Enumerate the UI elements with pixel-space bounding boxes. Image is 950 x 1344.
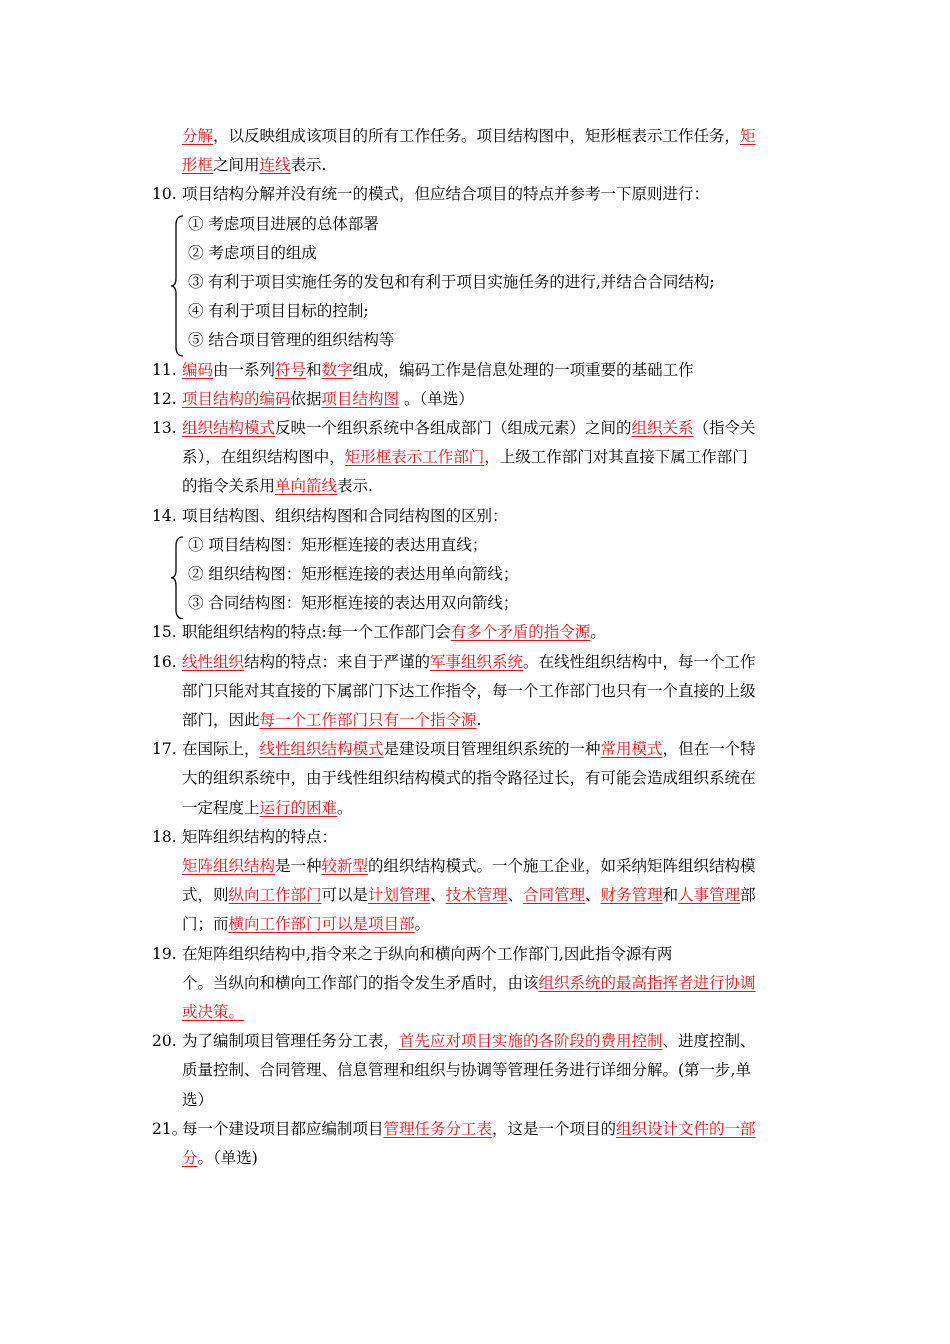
- item-number: 11.: [152, 360, 177, 379]
- item-number: 21。: [152, 1119, 188, 1138]
- text-run: 、: [585, 886, 601, 905]
- highlighted-term: 纵向工作部门: [228, 886, 322, 905]
- text-run: 。: [337, 798, 353, 817]
- text-line: [182, 475, 373, 497]
- text-run: 矩阵组织结构的特点：: [182, 827, 338, 846]
- text-run: 的指令关系用: [182, 477, 276, 496]
- text-run: 在矩阵组织结构中,指令来之于纵向和横向两个工作部门,因此指令源有两: [182, 944, 673, 963]
- text-run: ，但在一个特: [662, 740, 756, 759]
- highlighted-term: 或决策。: [182, 1003, 245, 1021]
- text-line: [182, 154, 326, 176]
- text-line: [182, 1089, 213, 1111]
- sub-list-item: [188, 300, 369, 322]
- text-run: 。在线性组织结构中，每一个工作: [523, 652, 756, 671]
- highlighted-term: 矩: [740, 127, 756, 145]
- text-line: [182, 651, 756, 673]
- text-line: [182, 1059, 751, 1081]
- text-line: [182, 1147, 258, 1169]
- text-run: ，这是一个项目的: [492, 1119, 617, 1138]
- highlighted-term: 形框: [182, 156, 214, 175]
- sub-list-item: [188, 534, 487, 556]
- text-run: 一定程度上: [182, 798, 260, 817]
- curly-brace: [170, 536, 182, 620]
- highlighted-term: 财务管理: [600, 886, 663, 905]
- text-run: 大的组织系统中，由于线性组织结构模式的指令路径过长，有可能会造成组织系统在: [182, 769, 756, 788]
- text-run: ① 项目结构图：矩形框连接的表达用直线；: [188, 535, 488, 554]
- item-number: 15.: [152, 623, 177, 642]
- text-run: 组成，编码工作是信息处理的一项重要的基础工作: [352, 360, 694, 379]
- sub-list-item: [188, 329, 394, 351]
- text-run: 和: [662, 886, 679, 905]
- highlighted-term: 首先应对项目实施的各阶段的费用控制: [399, 1032, 663, 1051]
- item-number: 18.: [152, 827, 177, 846]
- text-run: 职能组织结构的特点:每一个工作部门会: [182, 623, 451, 642]
- item-number: 17.: [152, 740, 177, 759]
- text-line: [182, 359, 694, 381]
- text-line: [182, 1030, 756, 1052]
- text-run: 和: [306, 360, 322, 379]
- text-line: [182, 913, 430, 935]
- text-line: [182, 125, 756, 147]
- text-run: ③ 有利于项目实施任务的发包和有利于项目实施任务的进行,并结合合同结构;: [188, 273, 715, 291]
- text-line: [182, 388, 474, 410]
- text-run: ，上级工作部门对其直接下属工作部门: [484, 448, 748, 467]
- text-run: ② 组织结构图：矩形框连接的表达用单向箭线；: [188, 565, 519, 583]
- text-run: 。（单选): [197, 1149, 258, 1167]
- text-line: [182, 680, 756, 702]
- highlighted-term: 矩阵组织结构: [182, 857, 276, 875]
- text-run: 由一系列: [213, 360, 276, 379]
- sub-list-item: [188, 213, 379, 235]
- text-run: 质量控制、合同管理、信息管理和组织与协调等管理任务进行详细分解。(第一步,单: [182, 1061, 751, 1080]
- text-run: 式，则: [182, 886, 229, 905]
- text-run: ③ 合同结构图：矩形框连接的表达用双向箭线；: [188, 594, 519, 613]
- highlighted-term: 组织关系: [631, 419, 694, 437]
- text-run: 的组织结构模式。一个施工企业，如采纳矩阵组织结构模: [368, 857, 756, 875]
- text-run: 之间用: [213, 156, 260, 175]
- highlighted-term: 常用模式: [600, 740, 663, 759]
- text-run: 。: [414, 915, 431, 934]
- text-line: [182, 1001, 244, 1023]
- highlighted-term: 人事管理: [678, 886, 741, 905]
- highlighted-term: 项目结构的编码: [182, 389, 291, 408]
- item-number: 19.: [152, 944, 177, 963]
- text-line: [182, 621, 606, 643]
- text-run: 。: [590, 623, 606, 642]
- text-run: 部: [740, 886, 756, 905]
- text-run: 项目结构分解并没有统一的模式，但应结合项目的特点并参考一下原则进行：: [182, 185, 710, 204]
- highlighted-term: 计划管理: [368, 886, 431, 905]
- text-run: 、: [430, 886, 446, 905]
- highlighted-term: 组织结构模式: [182, 419, 276, 437]
- text-run: 部门，因此: [182, 711, 260, 729]
- text-line: [182, 972, 756, 994]
- highlighted-term: 技术管理: [445, 886, 508, 905]
- text-run: ⑤ 结合项目管理的组织结构等: [188, 331, 395, 350]
- text-run: 可以是: [321, 886, 369, 905]
- text-run: ① 考虑项目进展的总体部署: [188, 214, 379, 233]
- highlighted-term: 单向箭线: [275, 477, 338, 496]
- highlighted-term: 横向工作部门可以是项目部: [228, 915, 415, 934]
- text-run: 选）: [182, 1090, 214, 1109]
- highlighted-term: 较新型: [321, 857, 369, 875]
- text-line: [182, 417, 756, 439]
- text-run: 系），在组织结构图中，: [182, 448, 345, 467]
- text-line: [182, 709, 481, 731]
- text-run: 为了编制项目管理任务分工表，: [182, 1032, 400, 1051]
- highlighted-term: 运行的困难: [259, 798, 338, 817]
- highlighted-term: 线性组织结构模式: [259, 740, 384, 759]
- text-line: [182, 884, 756, 906]
- text-run: 是一种: [275, 857, 322, 875]
- text-run: 每一个建设项目都应编制项目: [182, 1119, 384, 1138]
- text-run: 部门只能对其直接的下属部门下达工作指令，每一个工作部门也只有一个直接的上级: [182, 681, 756, 700]
- text-run: ，以反映组成该项目的所有工作任务。项目结构图中，矩形框表示工作任务，: [213, 127, 741, 145]
- curly-brace: [170, 215, 182, 357]
- text-run: 个。当纵向和横向工作部门的指令发生矛盾时，由该: [182, 973, 539, 992]
- text-run: 、: [507, 886, 524, 905]
- text-line: [182, 183, 709, 205]
- highlighted-term: 连线: [259, 156, 291, 175]
- text-run: ② 考虑项目的组成: [188, 243, 317, 262]
- text-run: 表示.: [337, 477, 373, 496]
- text-run: 是建设项目管理组织系统的一种: [383, 740, 601, 759]
- text-line: [182, 738, 756, 760]
- item-number: 14.: [152, 506, 177, 525]
- sub-list-item: [188, 563, 518, 585]
- highlighted-term: 项目结构图: [321, 389, 400, 408]
- highlighted-term: 军事组织系统: [430, 652, 524, 671]
- highlighted-term: 线性组织: [182, 652, 245, 671]
- highlighted-term: 符号: [275, 360, 307, 379]
- text-line: [182, 826, 337, 848]
- highlighted-term: 数字: [321, 360, 353, 379]
- text-run: .: [476, 711, 482, 729]
- item-number: 10.: [152, 185, 177, 204]
- highlighted-term: 组织设计文件的一部: [616, 1119, 756, 1138]
- text-line: [182, 943, 672, 965]
- highlighted-term: 编码: [182, 360, 214, 379]
- highlighted-term: 管理任务分工表: [383, 1119, 493, 1138]
- sub-list-item: [188, 242, 317, 264]
- text-run: 结构的特点：来自于严谨的: [244, 652, 431, 671]
- text-run: 依据: [290, 389, 322, 408]
- text-line: [182, 505, 508, 527]
- text-run: 。（单选）: [399, 389, 474, 408]
- text-run: 、进度控制、: [662, 1032, 756, 1051]
- highlighted-term: 有多个矛盾的指令源: [450, 623, 591, 642]
- sub-list-item: [188, 271, 715, 293]
- item-number: 13.: [152, 419, 177, 437]
- text-run: 表示.: [290, 156, 327, 175]
- text-run: ④ 有利于项目目标的控制;: [188, 302, 369, 321]
- text-run: 门；而: [182, 915, 229, 934]
- item-number: 12.: [152, 389, 177, 408]
- item-number: 20.: [152, 1032, 177, 1051]
- highlighted-term: 每一个工作部门只有一个指令源: [259, 711, 477, 729]
- text-line: [182, 767, 756, 789]
- highlighted-term: 分解: [182, 127, 214, 145]
- text-run: 反映一个组织系统中各组成部门（组成元素）之间的: [275, 419, 632, 437]
- text-line: [182, 855, 756, 877]
- text-run: （指令关: [693, 419, 756, 437]
- item-number: 16.: [152, 652, 177, 671]
- text-line: [182, 446, 748, 468]
- highlighted-term: 组织系统的最高指挥者进行协调: [538, 973, 756, 992]
- highlighted-term: 分: [182, 1149, 198, 1167]
- sub-list-item: [188, 592, 518, 614]
- text-line: [182, 797, 353, 819]
- text-line: [182, 1118, 756, 1140]
- highlighted-term: 合同管理: [523, 886, 586, 905]
- highlighted-term: 矩形框表示工作部门: [344, 448, 485, 467]
- text-run: 在国际上，: [182, 740, 260, 759]
- text-run: 项目结构图、组织结构图和合同结构图的区别：: [182, 506, 508, 525]
